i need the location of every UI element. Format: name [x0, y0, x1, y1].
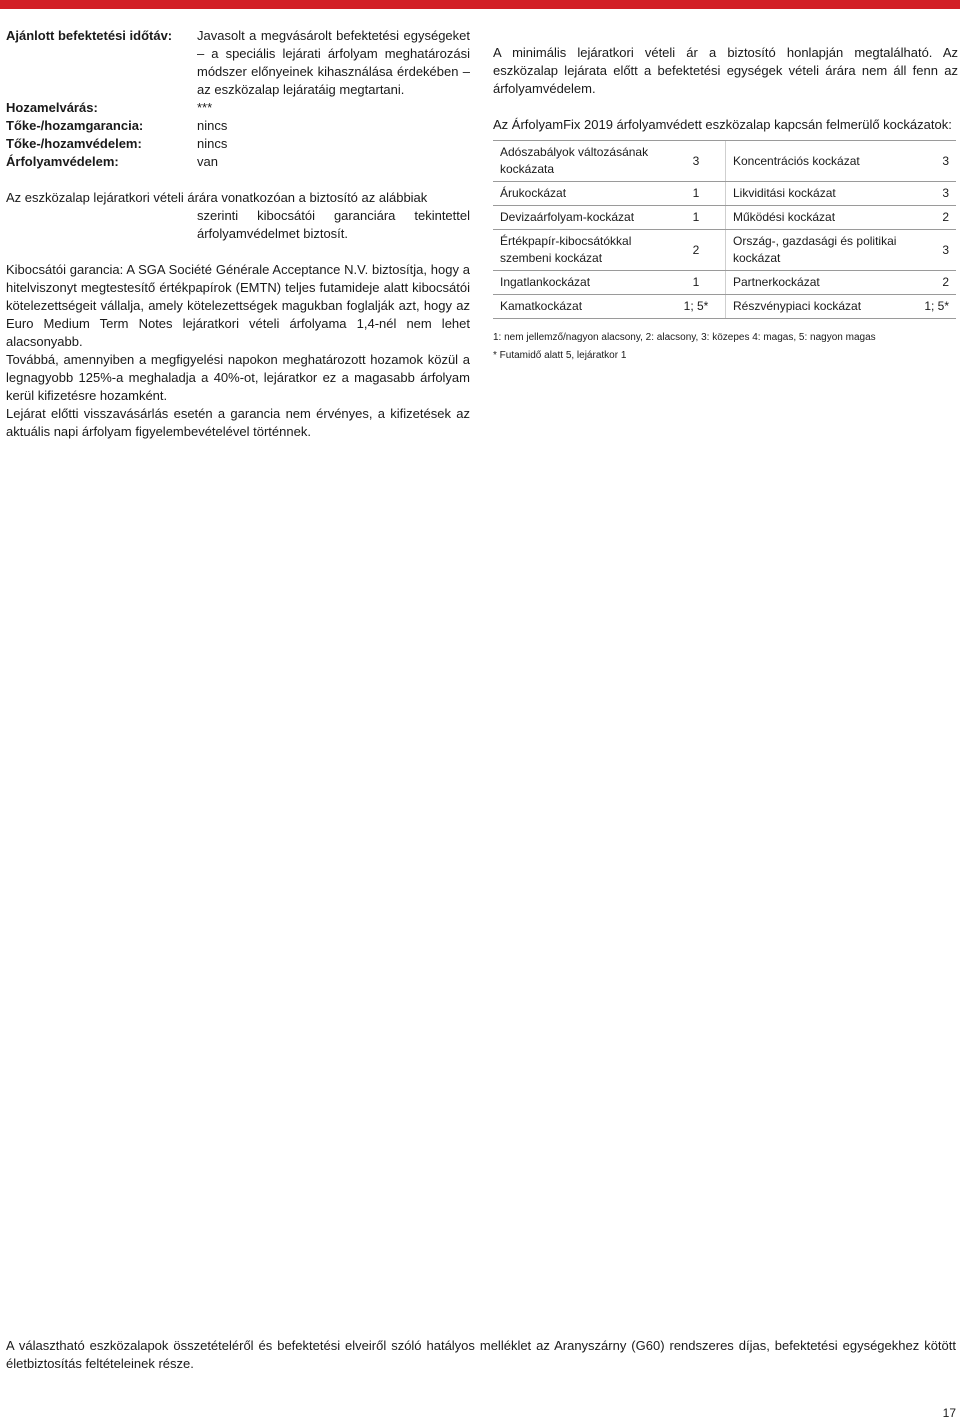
- risk-name: Ingatlankockázat: [493, 271, 667, 295]
- table-row: [493, 206, 956, 230]
- risk-name: Devizaárfolyam-kockázat: [493, 206, 667, 230]
- risk-level: 2: [908, 206, 956, 230]
- higher-yield-paragraph: Továbbá, amennyiben a megfigyelési napokon meghatározott hozamok közül a legnagyobb 125%-a meghaladja a 40%-ot, lejáratkor ez a magasabb árfolyam kerül kifizetésre hozamként.: [6, 352, 470, 403]
- scale-footnote: 1: nem jellemző/nagyon alacsony, 2: alacsony, 3: közepes 4: magas, 5: nagyon magas: [493, 332, 876, 343]
- risk-level: 1: [667, 182, 726, 206]
- risk-name: Koncentrációs kockázat: [726, 141, 909, 182]
- risk-name: Értékpapír-kibocsátókkal szembeni kockázat: [493, 230, 667, 271]
- field-row: [6, 117, 470, 135]
- risk-level: 2: [908, 271, 956, 295]
- field-label: Árfolyamvédelem:: [6, 154, 119, 169]
- issuer-guarantee-paragraph: Kibocsátói garancia: A SGA Société Générale Acceptance N.V. biztosítja, hogy a hitelviszonyt megtestesítő értékpapírok (EMTN) teljes futamideje alatt kibocsátói kötelezettségeit vállalja, amely kötelezettségek magukban foglalják azt, hogy az Euro Medium Term Notes lejáratkori vételi árfolyama 1,4-nél nem lehet alacsonyabb.: [6, 262, 470, 349]
- table-row: [493, 271, 956, 295]
- risk-name: Adószabályok változásának kockázata: [493, 141, 667, 182]
- table-row: [493, 230, 956, 271]
- field-label: Tőke-/hozamvédelem:: [6, 136, 142, 151]
- horizon-label: Ajánlott befektetési időtáv:: [6, 28, 173, 43]
- top-accent-bar: [0, 0, 960, 9]
- risk-name: Likviditási kockázat: [726, 182, 909, 206]
- risk-level: 3: [667, 141, 726, 182]
- field-row: [6, 153, 470, 171]
- asterisk-footnote: * Futamidő alatt 5, lejáratkor 1: [493, 350, 627, 361]
- field-value: nincs: [197, 118, 228, 133]
- field-row: [6, 99, 470, 117]
- risk-level: 2: [667, 230, 726, 271]
- field-row: [6, 135, 470, 153]
- risk-section: [493, 44, 958, 363]
- risk-name: Működési kockázat: [726, 206, 909, 230]
- risk-level: 1; 5*: [667, 295, 726, 319]
- fund-details: [6, 27, 470, 441]
- risk-name: Ország-, gazdasági és politikai kockázat: [726, 230, 909, 271]
- field-label: Tőke-/hozamgarancia:: [6, 118, 144, 133]
- risk-level: 3: [908, 141, 956, 182]
- risk-level: 3: [908, 182, 956, 206]
- risk-name: Partnerkockázat: [726, 271, 909, 295]
- risk-name: Részvénypiaci kockázat: [726, 295, 909, 319]
- table-row: [493, 295, 956, 319]
- minimum-price-paragraph: A minimális lejáratkori vételi ár a biztosító honlapján megtalálható. Az eszközalap lejárata előtt a befektetési egységek vételi árára nem áll fenn az árfolyamvédelem.: [493, 45, 958, 96]
- risk-table: [493, 140, 956, 319]
- guarantee-intro: [6, 189, 470, 243]
- footer-note: A választható eszközalapok összetételéről és befektetési elveiről szóló hatályos melléklet az Aranyszárny (G60) rendszeres díjas, befektetési egységekhez kötött életbiztosítás feltételeinek része.: [6, 1338, 956, 1371]
- horizon-value: Javasolt a megvásárolt befektetési egységeket – a speciális lejárati árfolyam meghatározási módszer előnyeinek kihasználása érdekében – az eszközalap lejáratáig megtartani.: [197, 28, 470, 97]
- table-row: [493, 182, 956, 206]
- field-value: van: [197, 154, 218, 169]
- risk-level: 1: [667, 206, 726, 230]
- field-value: nincs: [197, 136, 228, 151]
- table-row: [493, 141, 956, 182]
- risk-level: 1; 5*: [908, 295, 956, 319]
- risk-name: Kamatkockázat: [493, 295, 667, 319]
- risk-name: Árukockázat: [493, 182, 667, 206]
- guarantee-intro-line2: szerinti kibocsátói garanciára tekintettel árfolyamvédelmet biztosít.: [197, 208, 470, 241]
- risk-level: 1: [667, 271, 726, 295]
- horizon-row: [6, 27, 470, 99]
- field-value: ***: [197, 100, 213, 115]
- page-number: 17: [942, 1406, 956, 1420]
- risk-level: 3: [908, 230, 956, 271]
- field-label: Hozamelvárás:: [6, 100, 98, 115]
- early-redemption-paragraph: Lejárat előtti visszavásárlás esetén a garancia nem érvényes, a kifizetések az aktuális napi árfolyam figyelembevételével történnek.: [6, 406, 470, 439]
- risks-heading: Az ÁrfolyamFix 2019 árfolyamvédett eszközalap kapcsán felmerülő kockázatok:: [493, 117, 952, 132]
- guarantee-intro-line1: Az eszközalap lejáratkori vételi árára vonatkozóan a biztosító az alábbiak: [6, 190, 428, 205]
